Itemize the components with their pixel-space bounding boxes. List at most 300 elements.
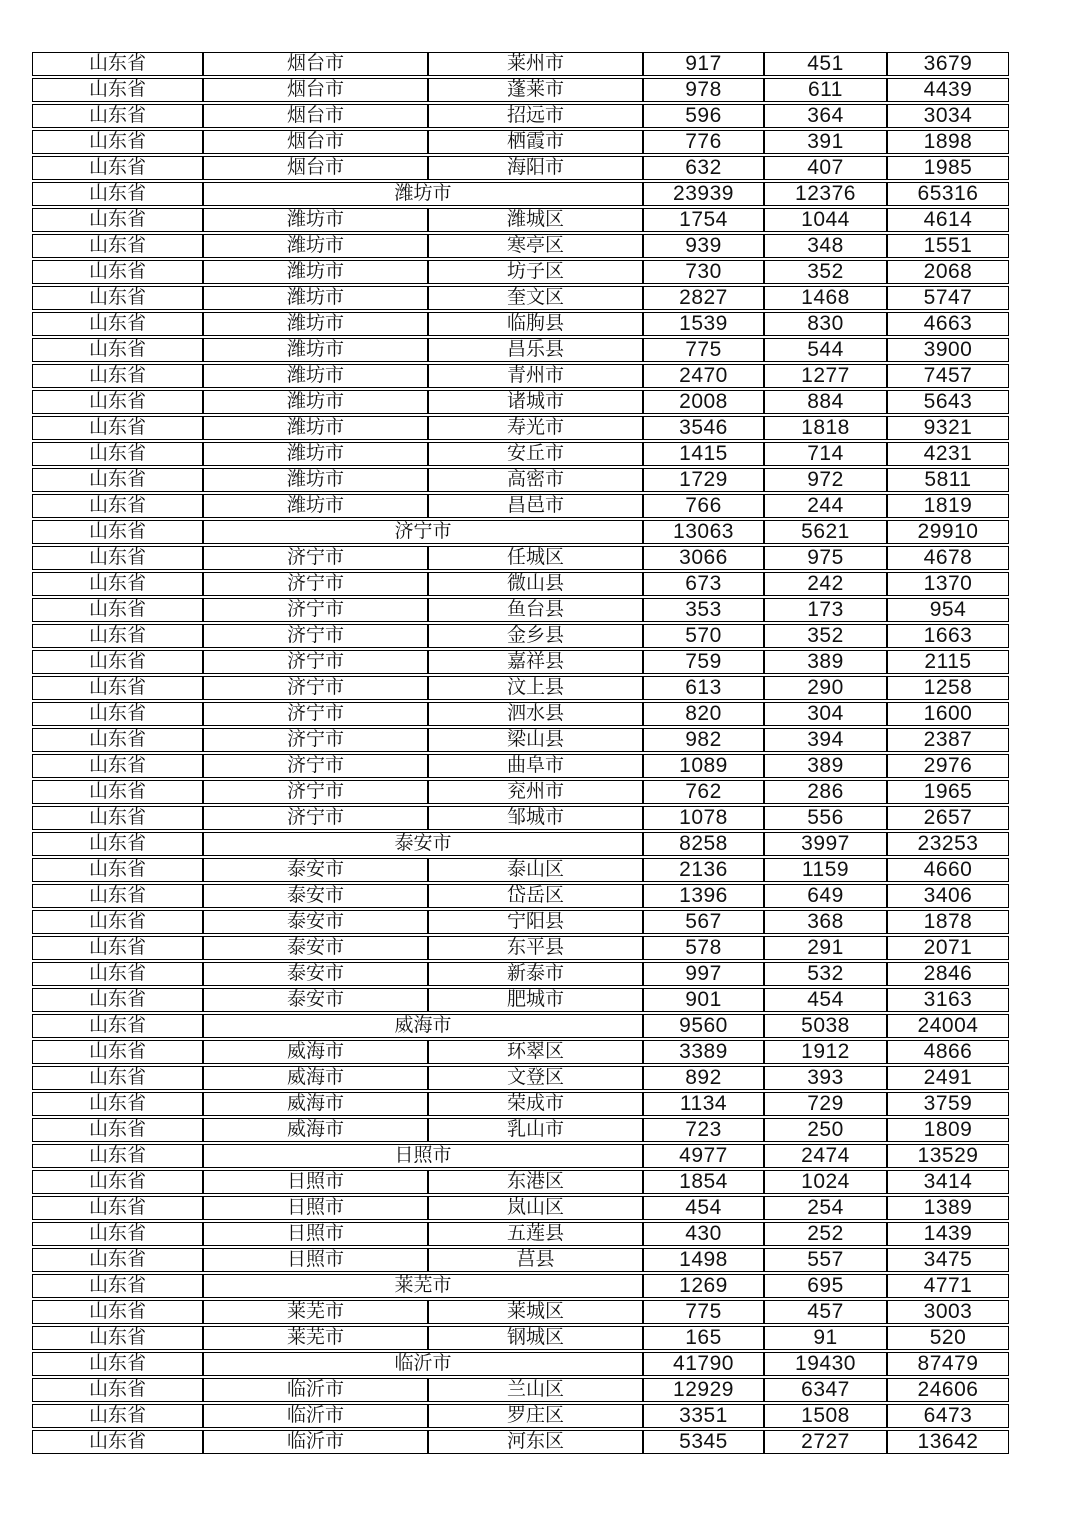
value-cell: 3389: [643, 1040, 764, 1064]
district-cell: 曲阜市: [428, 754, 643, 778]
province-cell: 山东省: [32, 130, 203, 154]
district-row: [32, 1378, 1009, 1402]
value-cell: 286: [764, 780, 887, 804]
province-cell: 山东省: [32, 156, 203, 180]
district-row: [32, 1066, 1009, 1090]
district-cell: 岚山区: [428, 1196, 643, 1220]
province-cell: 山东省: [32, 754, 203, 778]
city-cell: 泰安市: [203, 858, 428, 882]
district-cell: 微山县: [428, 572, 643, 596]
value-cell: 23253: [887, 832, 1009, 856]
value-cell: 41790: [643, 1352, 764, 1376]
district-cell: 莒县: [428, 1248, 643, 1272]
value-cell: 389: [764, 650, 887, 674]
value-cell: 1258: [887, 676, 1009, 700]
value-cell: 304: [764, 702, 887, 726]
city-cell: 潍坊市: [203, 364, 428, 388]
value-cell: 1159: [764, 858, 887, 882]
district-cell: 宁阳县: [428, 910, 643, 934]
value-cell: 3406: [887, 884, 1009, 908]
district-cell: 罗庄区: [428, 1404, 643, 1428]
value-cell: 649: [764, 884, 887, 908]
district-row: [32, 1118, 1009, 1142]
value-cell: 1089: [643, 754, 764, 778]
district-row: [32, 1222, 1009, 1246]
value-cell: 1809: [887, 1118, 1009, 1142]
district-cell: 金乡县: [428, 624, 643, 648]
city-summary-row: [32, 182, 1009, 206]
province-cell: 山东省: [32, 390, 203, 414]
district-row: [32, 1248, 1009, 1272]
value-cell: 3163: [887, 988, 1009, 1012]
district-row: [32, 104, 1009, 128]
value-cell: 244: [764, 494, 887, 518]
city-cell: 济宁市: [203, 650, 428, 674]
value-cell: 2136: [643, 858, 764, 882]
value-cell: 776: [643, 130, 764, 154]
district-row: [32, 1430, 1009, 1454]
value-cell: 775: [643, 1300, 764, 1324]
district-row: [32, 676, 1009, 700]
district-cell: 任城区: [428, 546, 643, 570]
district-cell: 寒亭区: [428, 234, 643, 258]
district-cell: 鱼台县: [428, 598, 643, 622]
province-cell: 山东省: [32, 234, 203, 258]
district-cell: 海阳市: [428, 156, 643, 180]
value-cell: 762: [643, 780, 764, 804]
value-cell: 939: [643, 234, 764, 258]
district-row: [32, 650, 1009, 674]
value-cell: 4771: [887, 1274, 1009, 1298]
province-cell: 山东省: [32, 52, 203, 76]
value-cell: 5621: [764, 520, 887, 544]
district-row: [32, 936, 1009, 960]
city-cell: 潍坊市: [203, 208, 428, 232]
value-cell: 4660: [887, 858, 1009, 882]
province-cell: 山东省: [32, 1170, 203, 1194]
province-cell: 山东省: [32, 832, 203, 856]
city-summary-row: [32, 1144, 1009, 1168]
province-cell: 山东省: [32, 702, 203, 726]
value-cell: 695: [764, 1274, 887, 1298]
district-row: [32, 1196, 1009, 1220]
province-cell: 山东省: [32, 936, 203, 960]
city-cell: 济宁市: [203, 598, 428, 622]
value-cell: 1078: [643, 806, 764, 830]
value-cell: 393: [764, 1066, 887, 1090]
value-cell: 6473: [887, 1404, 1009, 1428]
value-cell: 1754: [643, 208, 764, 232]
province-cell: 山东省: [32, 1040, 203, 1064]
city-cell: 潍坊市: [203, 260, 428, 284]
city-cell: 临沂市: [203, 1404, 428, 1428]
value-cell: 917: [643, 52, 764, 76]
city-cell: 日照市: [203, 1222, 428, 1246]
district-row: [32, 1170, 1009, 1194]
city-cell: 临沂市: [203, 1430, 428, 1454]
value-cell: 87479: [887, 1352, 1009, 1376]
value-cell: 29910: [887, 520, 1009, 544]
province-cell: 山东省: [32, 1274, 203, 1298]
province-cell: 山东省: [32, 1326, 203, 1350]
value-cell: 567: [643, 910, 764, 934]
value-cell: 596: [643, 104, 764, 128]
value-cell: 1044: [764, 208, 887, 232]
province-cell: 山东省: [32, 1118, 203, 1142]
value-cell: 13642: [887, 1430, 1009, 1454]
city-cell: 莱芜市: [203, 1300, 428, 1324]
value-cell: 1663: [887, 624, 1009, 648]
province-cell: 山东省: [32, 1144, 203, 1168]
city-cell: 潍坊市: [203, 312, 428, 336]
value-cell: 454: [643, 1196, 764, 1220]
city-cell: 烟台市: [203, 156, 428, 180]
province-cell: 山东省: [32, 1196, 203, 1220]
value-cell: 544: [764, 338, 887, 362]
value-cell: 1370: [887, 572, 1009, 596]
district-row: [32, 130, 1009, 154]
value-cell: 250: [764, 1118, 887, 1142]
value-cell: 978: [643, 78, 764, 102]
province-cell: 山东省: [32, 208, 203, 232]
province-cell: 山东省: [32, 104, 203, 128]
province-cell: 山东省: [32, 962, 203, 986]
district-row: [32, 156, 1009, 180]
value-cell: 723: [643, 1118, 764, 1142]
value-cell: 457: [764, 1300, 887, 1324]
value-cell: 24606: [887, 1378, 1009, 1402]
district-cell: 泗水县: [428, 702, 643, 726]
district-row: [32, 988, 1009, 1012]
district-cell: 寿光市: [428, 416, 643, 440]
district-row: [32, 910, 1009, 934]
city-cell: 威海市: [203, 1092, 428, 1116]
city-cell: 济宁市: [203, 572, 428, 596]
district-cell: 新泰市: [428, 962, 643, 986]
value-cell: 4977: [643, 1144, 764, 1168]
city-cell: 济宁市: [203, 702, 428, 726]
value-cell: 352: [764, 260, 887, 284]
district-cell: 奎文区: [428, 286, 643, 310]
province-cell: 山东省: [32, 520, 203, 544]
district-row: [32, 858, 1009, 882]
value-cell: 820: [643, 702, 764, 726]
city-cell: 泰安市: [203, 988, 428, 1012]
city-cell: 潍坊市: [203, 416, 428, 440]
district-cell: 安丘市: [428, 442, 643, 466]
city-cell: 济宁市: [203, 676, 428, 700]
city-cell: 济宁市: [203, 754, 428, 778]
city-cell: 济宁市: [203, 728, 428, 752]
value-cell: 578: [643, 936, 764, 960]
value-cell: 1854: [643, 1170, 764, 1194]
value-cell: 290: [764, 676, 887, 700]
city-cell: 济宁市: [203, 780, 428, 804]
value-cell: 24004: [887, 1014, 1009, 1038]
district-cell: 诸城市: [428, 390, 643, 414]
value-cell: 1415: [643, 442, 764, 466]
district-cell: 昌邑市: [428, 494, 643, 518]
district-cell: 汶上县: [428, 676, 643, 700]
value-cell: 3679: [887, 52, 1009, 76]
district-row: [32, 598, 1009, 622]
district-cell: 莱城区: [428, 1300, 643, 1324]
province-cell: 山东省: [32, 806, 203, 830]
value-cell: 3546: [643, 416, 764, 440]
city-cell: 莱芜市: [203, 1274, 643, 1298]
city-summary-row: [32, 832, 1009, 856]
value-cell: 3414: [887, 1170, 1009, 1194]
value-cell: 892: [643, 1066, 764, 1090]
value-cell: 65316: [887, 182, 1009, 206]
value-cell: 2115: [887, 650, 1009, 674]
value-cell: 759: [643, 650, 764, 674]
district-cell: 泰山区: [428, 858, 643, 882]
district-cell: 乳山市: [428, 1118, 643, 1142]
city-summary-row: [32, 1014, 1009, 1038]
city-cell: 威海市: [203, 1118, 428, 1142]
district-row: [32, 962, 1009, 986]
district-cell: 肥城市: [428, 988, 643, 1012]
value-cell: 729: [764, 1092, 887, 1116]
city-cell: 潍坊市: [203, 286, 428, 310]
province-cell: 山东省: [32, 260, 203, 284]
value-cell: 775: [643, 338, 764, 362]
value-cell: 3759: [887, 1092, 1009, 1116]
value-cell: 1508: [764, 1404, 887, 1428]
value-cell: 391: [764, 130, 887, 154]
value-cell: 13529: [887, 1144, 1009, 1168]
district-row: [32, 1040, 1009, 1064]
district-cell: 高密市: [428, 468, 643, 492]
city-cell: 泰安市: [203, 962, 428, 986]
value-cell: 1898: [887, 130, 1009, 154]
province-cell: 山东省: [32, 572, 203, 596]
province-cell: 山东省: [32, 1430, 203, 1454]
province-cell: 山东省: [32, 442, 203, 466]
district-cell: 东平县: [428, 936, 643, 960]
value-cell: 23939: [643, 182, 764, 206]
city-cell: 日照市: [203, 1196, 428, 1220]
value-cell: 9560: [643, 1014, 764, 1038]
value-cell: 1878: [887, 910, 1009, 934]
district-row: [32, 312, 1009, 336]
province-cell: 山东省: [32, 1352, 203, 1376]
value-cell: 3066: [643, 546, 764, 570]
district-cell: 临朐县: [428, 312, 643, 336]
value-cell: 982: [643, 728, 764, 752]
city-cell: 威海市: [203, 1040, 428, 1064]
province-cell: 山东省: [32, 858, 203, 882]
district-cell: 蓬莱市: [428, 78, 643, 102]
city-cell: 日照市: [203, 1144, 643, 1168]
value-cell: 5747: [887, 286, 1009, 310]
district-cell: 河东区: [428, 1430, 643, 1454]
district-row: [32, 702, 1009, 726]
value-cell: 4866: [887, 1040, 1009, 1064]
value-cell: 348: [764, 234, 887, 258]
value-cell: 1389: [887, 1196, 1009, 1220]
value-cell: 975: [764, 546, 887, 570]
value-cell: 7457: [887, 364, 1009, 388]
value-cell: 1985: [887, 156, 1009, 180]
value-cell: 611: [764, 78, 887, 102]
value-cell: 4663: [887, 312, 1009, 336]
province-cell: 山东省: [32, 1378, 203, 1402]
value-cell: 4678: [887, 546, 1009, 570]
province-cell: 山东省: [32, 1248, 203, 1272]
city-cell: 潍坊市: [203, 338, 428, 362]
city-cell: 泰安市: [203, 884, 428, 908]
value-cell: 5038: [764, 1014, 887, 1038]
district-row: [32, 884, 1009, 908]
value-cell: 2657: [887, 806, 1009, 830]
value-cell: 430: [643, 1222, 764, 1246]
district-row: [32, 338, 1009, 362]
value-cell: 1818: [764, 416, 887, 440]
province-cell: 山东省: [32, 338, 203, 362]
district-row: [32, 364, 1009, 388]
city-cell: 潍坊市: [203, 234, 428, 258]
value-cell: 1269: [643, 1274, 764, 1298]
value-cell: 1277: [764, 364, 887, 388]
district-cell: 荣成市: [428, 1092, 643, 1116]
value-cell: 3997: [764, 832, 887, 856]
province-cell: 山东省: [32, 1066, 203, 1090]
value-cell: 5345: [643, 1430, 764, 1454]
district-cell: 兖州市: [428, 780, 643, 804]
district-row: [32, 754, 1009, 778]
value-cell: 5643: [887, 390, 1009, 414]
city-cell: 烟台市: [203, 52, 428, 76]
value-cell: 2008: [643, 390, 764, 414]
value-cell: 3351: [643, 1404, 764, 1428]
province-cell: 山东省: [32, 988, 203, 1012]
district-cell: 青州市: [428, 364, 643, 388]
district-row: [32, 442, 1009, 466]
value-cell: 12929: [643, 1378, 764, 1402]
value-cell: 3034: [887, 104, 1009, 128]
value-cell: 1600: [887, 702, 1009, 726]
statistics-table: [32, 50, 1009, 1456]
value-cell: 2068: [887, 260, 1009, 284]
value-cell: 901: [643, 988, 764, 1012]
value-cell: 954: [887, 598, 1009, 622]
value-cell: 570: [643, 624, 764, 648]
value-cell: 532: [764, 962, 887, 986]
value-cell: 2727: [764, 1430, 887, 1454]
value-cell: 407: [764, 156, 887, 180]
city-cell: 济宁市: [203, 806, 428, 830]
value-cell: 389: [764, 754, 887, 778]
value-cell: 2846: [887, 962, 1009, 986]
city-summary-row: [32, 1352, 1009, 1376]
value-cell: 352: [764, 624, 887, 648]
district-cell: 嘉祥县: [428, 650, 643, 674]
value-cell: 1134: [643, 1092, 764, 1116]
value-cell: 2387: [887, 728, 1009, 752]
district-row: [32, 52, 1009, 76]
city-cell: 济宁市: [203, 546, 428, 570]
district-row: [32, 208, 1009, 232]
value-cell: 3900: [887, 338, 1009, 362]
city-cell: 潍坊市: [203, 182, 643, 206]
district-row: [32, 806, 1009, 830]
district-cell: 招远市: [428, 104, 643, 128]
value-cell: 165: [643, 1326, 764, 1350]
value-cell: 5811: [887, 468, 1009, 492]
province-cell: 山东省: [32, 182, 203, 206]
value-cell: 557: [764, 1248, 887, 1272]
value-cell: 1498: [643, 1248, 764, 1272]
value-cell: 972: [764, 468, 887, 492]
value-cell: 520: [887, 1326, 1009, 1350]
value-cell: 1539: [643, 312, 764, 336]
city-cell: 泰安市: [203, 832, 643, 856]
value-cell: 2827: [643, 286, 764, 310]
district-row: [32, 624, 1009, 648]
value-cell: 4231: [887, 442, 1009, 466]
value-cell: 8258: [643, 832, 764, 856]
district-row: [32, 780, 1009, 804]
value-cell: 368: [764, 910, 887, 934]
value-cell: 3475: [887, 1248, 1009, 1272]
value-cell: 173: [764, 598, 887, 622]
value-cell: 997: [643, 962, 764, 986]
province-cell: 山东省: [32, 1404, 203, 1428]
value-cell: 1551: [887, 234, 1009, 258]
city-cell: 烟台市: [203, 78, 428, 102]
province-cell: 山东省: [32, 1222, 203, 1246]
province-cell: 山东省: [32, 910, 203, 934]
value-cell: 714: [764, 442, 887, 466]
value-cell: 1965: [887, 780, 1009, 804]
district-cell: 东港区: [428, 1170, 643, 1194]
district-row: [32, 728, 1009, 752]
city-cell: 威海市: [203, 1066, 428, 1090]
province-cell: 山东省: [32, 780, 203, 804]
district-cell: 环翠区: [428, 1040, 643, 1064]
value-cell: 19430: [764, 1352, 887, 1376]
district-row: [32, 1300, 1009, 1324]
value-cell: 2470: [643, 364, 764, 388]
district-cell: 栖霞市: [428, 130, 643, 154]
province-cell: 山东省: [32, 650, 203, 674]
province-cell: 山东省: [32, 364, 203, 388]
province-cell: 山东省: [32, 494, 203, 518]
city-cell: 莱芜市: [203, 1326, 428, 1350]
city-cell: 济宁市: [203, 624, 428, 648]
table-body: [32, 52, 1009, 1454]
value-cell: 252: [764, 1222, 887, 1246]
district-cell: 钢城区: [428, 1326, 643, 1350]
value-cell: 454: [764, 988, 887, 1012]
district-cell: 潍城区: [428, 208, 643, 232]
value-cell: 291: [764, 936, 887, 960]
city-cell: 潍坊市: [203, 468, 428, 492]
city-cell: 烟台市: [203, 104, 428, 128]
district-row: [32, 234, 1009, 258]
city-cell: 潍坊市: [203, 494, 428, 518]
district-cell: 梁山县: [428, 728, 643, 752]
district-row: [32, 1326, 1009, 1350]
value-cell: 353: [643, 598, 764, 622]
value-cell: 1819: [887, 494, 1009, 518]
city-summary-row: [32, 520, 1009, 544]
district-cell: 兰山区: [428, 1378, 643, 1402]
province-cell: 山东省: [32, 676, 203, 700]
district-row: [32, 546, 1009, 570]
